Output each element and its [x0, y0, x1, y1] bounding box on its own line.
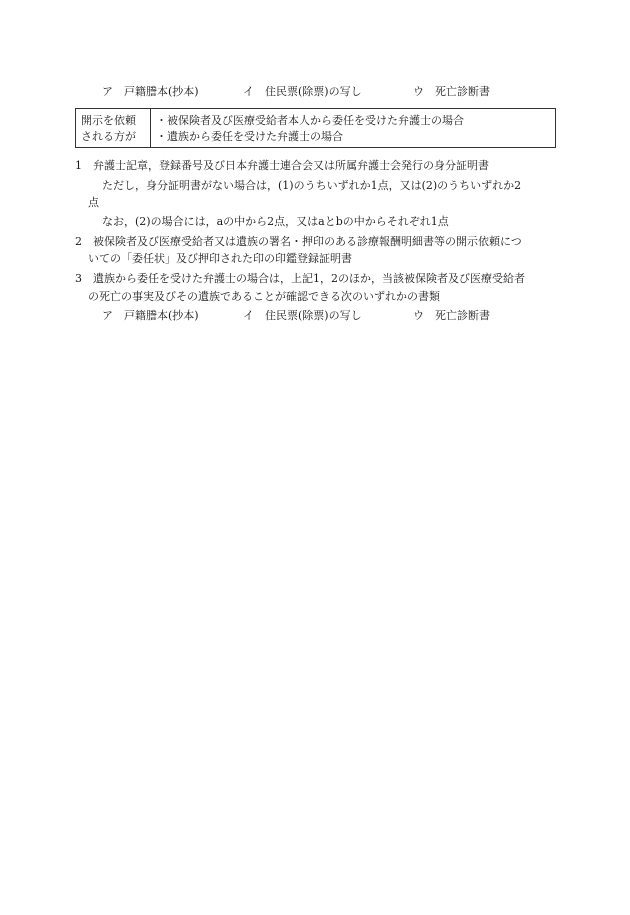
table-item-bereaved: ・遺族から委任を受けた弁護士の場合	[156, 130, 343, 143]
item-1-line2: ただし，身分証明書がない場合は，(1)のうちいずれか1点，又は(2)のうちいずれか2	[102, 179, 522, 192]
item-1-line1: 1 弁護士記章，登録番号及び日本弁護士連合会又は所属弁護士会発行の身分証明書	[75, 159, 489, 172]
doc-juminhyo-bottom: イ 住民票(除票)の写し	[243, 309, 362, 322]
doc-koseki-top: ア 戸籍謄本(抄本)	[102, 85, 199, 98]
item-3-line2: の死亡の事実及びその遺族であることが確認できる次のいずれかの書類	[88, 290, 440, 303]
doc-juminhyo-top: イ 住民票(除票)の写し	[243, 85, 362, 98]
doc-shibou-top: ウ 死亡診断書	[413, 85, 490, 98]
doc-shibou-bottom: ウ 死亡診断書	[413, 309, 490, 322]
item-3-line1: 3 遺族から委任を受けた弁護士の場合は，上記1，2のほか，当該被保険者及び医療受給者	[75, 272, 525, 285]
requester-table-body	[151, 109, 555, 147]
item-1-line3: 点	[88, 196, 99, 209]
item-2-line1: 2 被保険者及び医療受給者又は遺族の署名・押印のある診療報酬明細書等の開示依頼につ	[75, 235, 522, 248]
table-item-insured: ・被保険者及び医療受給者本人から委任を受けた弁護士の場合	[156, 114, 464, 127]
requester-table	[75, 108, 556, 148]
item-1-line4: なお，(2)の場合には，aの中から2点，又はaとbの中からそれぞれ1点	[102, 215, 449, 228]
table-label-line1: 開示を依頼	[81, 114, 136, 127]
item-2-line2: いての「委任状」及び押印された印の印鑑登録証明書	[88, 252, 352, 265]
table-label-line2: される方が	[81, 130, 136, 143]
requester-table-label	[76, 109, 151, 147]
doc-koseki-bottom: ア 戸籍謄本(抄本)	[102, 309, 199, 322]
